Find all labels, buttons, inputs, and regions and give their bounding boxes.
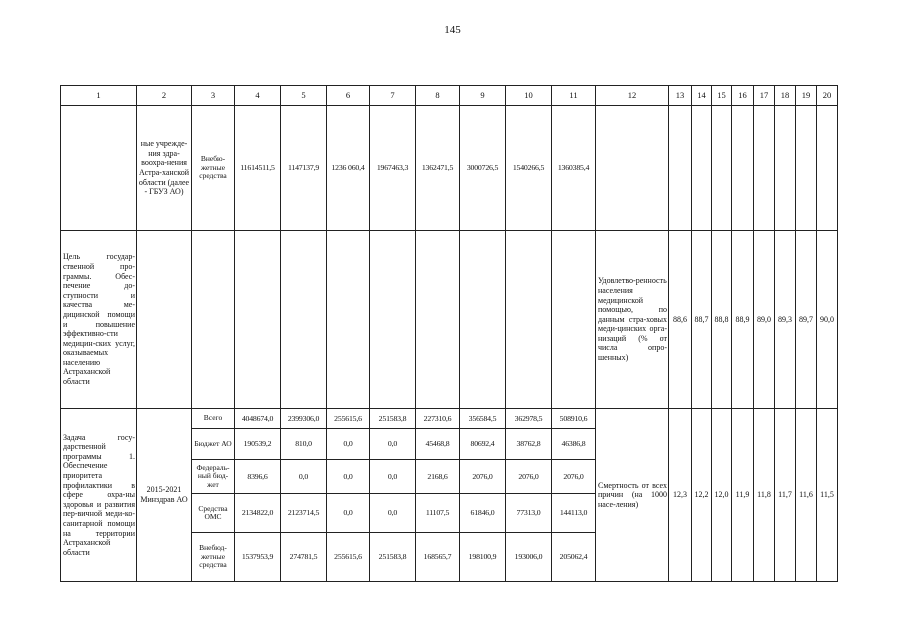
empty-cell bbox=[796, 106, 817, 231]
indicator-value: 88,6 bbox=[669, 231, 692, 409]
header-row bbox=[61, 86, 838, 106]
funding-value: 45468,8 bbox=[416, 429, 460, 460]
column-number: 5 bbox=[281, 86, 327, 106]
funding-value: 1147137,9 bbox=[281, 106, 327, 231]
indicator-value: 11,9 bbox=[732, 409, 754, 582]
indicator-value: 12,3 bbox=[669, 409, 692, 582]
empty-cell bbox=[235, 231, 281, 409]
empty-cell bbox=[669, 106, 692, 231]
empty-cell bbox=[712, 106, 732, 231]
indicator-value: 88,7 bbox=[692, 231, 712, 409]
column-number: 15 bbox=[712, 86, 732, 106]
funding-value: 38762,8 bbox=[506, 429, 552, 460]
funding-value: 255615,6 bbox=[327, 409, 370, 429]
indicator-value: 12,2 bbox=[692, 409, 712, 582]
table-row bbox=[61, 409, 838, 429]
indicator-value: 89,3 bbox=[775, 231, 796, 409]
column-number: 3 bbox=[192, 86, 235, 106]
funding-value: 168565,7 bbox=[416, 533, 460, 582]
funding-value: 4048674,0 bbox=[235, 409, 281, 429]
indicator-value: 11,6 bbox=[796, 409, 817, 582]
indicator-value: 89,0 bbox=[754, 231, 775, 409]
indicator-value: 11,8 bbox=[754, 409, 775, 582]
column-number: 8 bbox=[416, 86, 460, 106]
empty-cell bbox=[416, 231, 460, 409]
column-number: 1 bbox=[61, 86, 137, 106]
funding-value: 2076,0 bbox=[460, 460, 506, 494]
indicator-name: Удовлетво-ренность населения медицинской помощью, по данным стра-ховых меди-цинских орга-низаций (% от числа опро-шенных) bbox=[596, 231, 669, 409]
funding-value: 3000726,5 bbox=[460, 106, 506, 231]
funding-value: 77313,0 bbox=[506, 494, 552, 533]
executor-cell: ные учрежде-ния здра-воохра-нения Астра-ханской области (далее - ГБУЗ АО) bbox=[137, 106, 192, 231]
funding-value: 61846,0 bbox=[460, 494, 506, 533]
empty-cell bbox=[370, 231, 416, 409]
funding-value: 251583,8 bbox=[370, 533, 416, 582]
funding-value: 227310,6 bbox=[416, 409, 460, 429]
column-number: 9 bbox=[460, 86, 506, 106]
column-number: 14 bbox=[692, 86, 712, 106]
funding-value: 356584,5 bbox=[460, 409, 506, 429]
funding-source: Бюджет АО bbox=[192, 429, 235, 460]
funding-value: 1967463,3 bbox=[370, 106, 416, 231]
funding-value: 0,0 bbox=[327, 494, 370, 533]
funding-value: 0,0 bbox=[327, 429, 370, 460]
empty-cell bbox=[692, 106, 712, 231]
funding-value: 0,0 bbox=[281, 460, 327, 494]
column-number: 17 bbox=[754, 86, 775, 106]
funding-value: 2168,6 bbox=[416, 460, 460, 494]
page-number: 145 bbox=[444, 24, 461, 36]
indicator-value: 89,7 bbox=[796, 231, 817, 409]
indicator-value: 11,5 bbox=[817, 409, 838, 582]
empty-cell bbox=[596, 106, 669, 231]
column-number: 18 bbox=[775, 86, 796, 106]
empty-cell bbox=[192, 231, 235, 409]
column-number: 13 bbox=[669, 86, 692, 106]
column-number: 19 bbox=[796, 86, 817, 106]
funding-value: 0,0 bbox=[370, 494, 416, 533]
funding-value: 255615,6 bbox=[327, 533, 370, 582]
indicator-name: Смертность от всех причин (на 1000 насе-ления) bbox=[596, 409, 669, 582]
column-number: 4 bbox=[235, 86, 281, 106]
funding-value: 2123714,5 bbox=[281, 494, 327, 533]
funding-value: 1540266,5 bbox=[506, 106, 552, 231]
program-table bbox=[60, 85, 838, 582]
empty-cell bbox=[281, 231, 327, 409]
funding-value: 2076,0 bbox=[552, 460, 596, 494]
column-number: 6 bbox=[327, 86, 370, 106]
funding-value: 1236 060,4 bbox=[327, 106, 370, 231]
funding-source: Федераль-ный бюд-жет bbox=[192, 460, 235, 494]
funding-value: 2076,0 bbox=[506, 460, 552, 494]
empty-cell bbox=[327, 231, 370, 409]
funding-value: 810,0 bbox=[281, 429, 327, 460]
empty-cell bbox=[775, 106, 796, 231]
empty-cell bbox=[732, 106, 754, 231]
funding-value: 1362471,5 bbox=[416, 106, 460, 231]
funding-value: 274781,5 bbox=[281, 533, 327, 582]
indicator-value: 88,8 bbox=[712, 231, 732, 409]
funding-value: 198100,9 bbox=[460, 533, 506, 582]
funding-value: 80692,4 bbox=[460, 429, 506, 460]
indicator-value: 11,7 bbox=[775, 409, 796, 582]
funding-value: 0,0 bbox=[370, 429, 416, 460]
indicator-value: 12,0 bbox=[712, 409, 732, 582]
empty-cell bbox=[817, 106, 838, 231]
funding-source: Внебю-жетные средства bbox=[192, 106, 235, 231]
funding-value: 205062,4 bbox=[552, 533, 596, 582]
funding-value: 8396,6 bbox=[235, 460, 281, 494]
funding-value: 144113,0 bbox=[552, 494, 596, 533]
column-number: 2 bbox=[137, 86, 192, 106]
funding-value: 1360385,4 bbox=[552, 106, 596, 231]
column-number: 20 bbox=[817, 86, 838, 106]
empty-cell bbox=[61, 106, 137, 231]
table-row bbox=[61, 106, 838, 231]
funding-value: 193006,0 bbox=[506, 533, 552, 582]
empty-cell bbox=[552, 231, 596, 409]
column-number: 10 bbox=[506, 86, 552, 106]
funding-value: 46386,8 bbox=[552, 429, 596, 460]
funding-value: 190539,2 bbox=[235, 429, 281, 460]
funding-source: Средства ОМС bbox=[192, 494, 235, 533]
empty-cell bbox=[754, 106, 775, 231]
funding-value: 2399306,0 bbox=[281, 409, 327, 429]
indicator-value: 88,9 bbox=[732, 231, 754, 409]
funding-value: 362978,5 bbox=[506, 409, 552, 429]
funding-source: Всего bbox=[192, 409, 235, 429]
column-number: 12 bbox=[596, 86, 669, 106]
funding-value: 0,0 bbox=[327, 460, 370, 494]
empty-cell bbox=[460, 231, 506, 409]
column-number: 16 bbox=[732, 86, 754, 106]
task-description: Задача госу-дарственной программы 1. Обеспечение приоритета профилактики в сфере охра-ны здоровья и развития пер-вичной меди-ко-санитарной помощи на территории Астраханской области bbox=[61, 409, 137, 582]
period-executor: 2015-2021 Минздрав АО bbox=[137, 409, 192, 582]
indicator-value: 90,0 bbox=[817, 231, 838, 409]
funding-value: 1537953,9 bbox=[235, 533, 281, 582]
table-body bbox=[61, 86, 838, 582]
funding-source: Внебюд-жетные средства bbox=[192, 533, 235, 582]
table-row bbox=[61, 231, 838, 409]
empty-cell bbox=[506, 231, 552, 409]
empty-cell bbox=[137, 231, 192, 409]
column-number: 11 bbox=[552, 86, 596, 106]
funding-value: 251583,8 bbox=[370, 409, 416, 429]
program-goal: Цель государ-ственной про-граммы. Обес-печение до-ступности и качества ме-дицинской помощи и повышение эффективно-сти медицин-ских услуг, оказываемых населению Астраханской области bbox=[61, 231, 137, 409]
funding-value: 11107,5 bbox=[416, 494, 460, 533]
funding-value: 2134822,0 bbox=[235, 494, 281, 533]
funding-value: 11614511,5 bbox=[235, 106, 281, 231]
funding-value: 508910,6 bbox=[552, 409, 596, 429]
funding-value: 0,0 bbox=[370, 460, 416, 494]
column-number: 7 bbox=[370, 86, 416, 106]
